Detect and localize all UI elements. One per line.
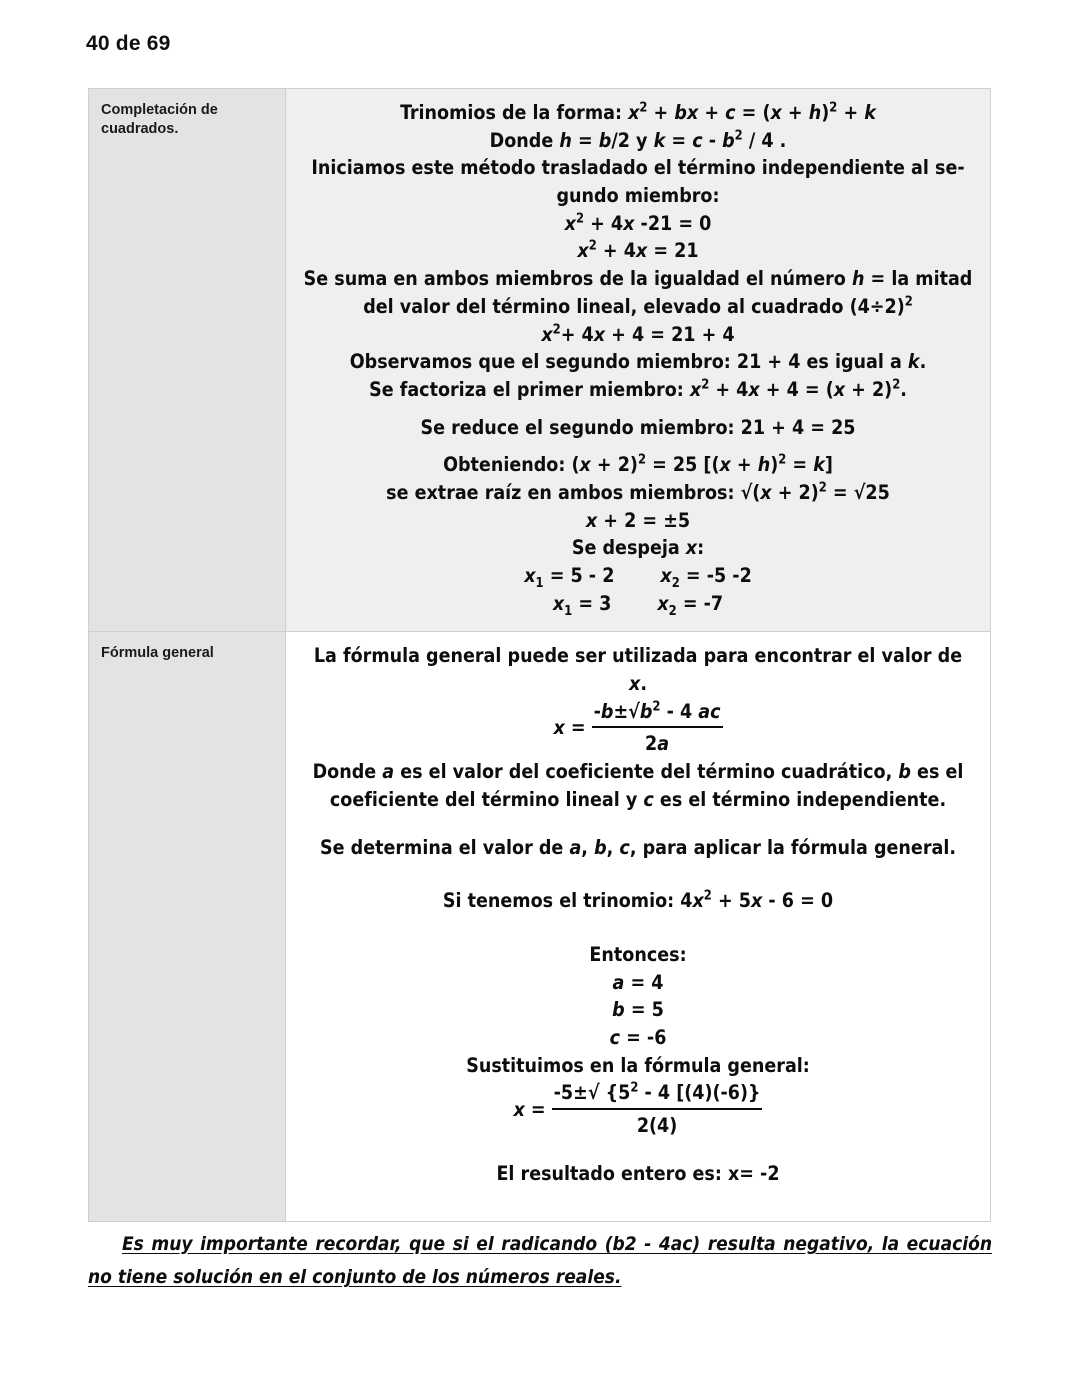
spacer (302, 441, 974, 451)
fraction-numerator: $-b\pm√b^2 - 4$ ac (592, 698, 723, 729)
line-observamos: Observamos que el segundo miembro: 21 + 4 es igual a k. (349, 350, 927, 374)
row-content-completacion (286, 89, 991, 632)
line-formula-intro: La fórmula general puede ser utilizada para encontrar el valor de x. (313, 644, 963, 696)
line-obteniendo: Obteniendo: $(x + 2)^2 = 25$ $[(x + h)^2 = k]$ (443, 452, 833, 477)
line-donde-a-b-2: coeficiente del término lineal y c es el término independiente. (329, 787, 947, 811)
line-donde-h-k: Donde h = b/2 y $k = c - b^2 / 4$ . (489, 128, 787, 152)
line-iniciamos-1: Iniciamos este método trasladado el término independiente al se- (311, 156, 965, 180)
spacer (302, 1187, 974, 1207)
line-resultado: El resultado entero es: x= -2 (496, 1161, 780, 1185)
equation-4: x + 2 = ±5 (585, 508, 691, 532)
methods-table (88, 88, 991, 1222)
equation-1: $x^2 + 4x$ -21 = 0 (564, 211, 712, 235)
fraction-numerator: -5±√ {$5^2 - 4$ [(4)(-6)} (552, 1079, 763, 1110)
line-trinomio-forma: Trinomios de la forma: $x^2$ + bx + $c = (x + h)^2 + k$ (400, 100, 876, 124)
fraction-denominator: 2a (645, 732, 670, 756)
row-label-formula-general: Fórmula general (89, 632, 286, 1222)
line-se-suma-1: Se suma en ambos miembros de la igualdad el número h = la mitad (303, 267, 973, 291)
spacer (302, 915, 974, 941)
formula-general-content (302, 642, 974, 1207)
roots-line-1: $x_1 = 5 - 2$ $x_2 = -5$ -2 (524, 564, 752, 591)
line-iniciamos-2: gundo miembro: (556, 184, 720, 208)
line-se-reduce: Se reduce el segundo miembro: 21 + 4 = 25 (420, 415, 856, 439)
spacer (302, 404, 974, 414)
formula-lhs: x = (553, 716, 586, 740)
spacer (302, 861, 974, 887)
line-se-despeja: Se despeja x: (571, 536, 705, 560)
line-extrae-raiz: se extrae raíz en ambos miembros: $√(x + 2)^2 = √25$ (386, 480, 890, 504)
value-b: b = 5 (612, 998, 664, 1022)
substituted-formula (302, 1079, 974, 1139)
line-si-tenemos: Si tenemos el trinomio: $4x^2 + 5x - 6 = 0$ (442, 888, 834, 913)
row-content-formula-general (286, 632, 991, 1222)
line-donde-a-b-1: Donde a es el valor del coeficiente del término cuadrático, b es el (312, 760, 964, 784)
page-number: 40 de 69 (86, 32, 171, 55)
quadratic-formula (302, 698, 974, 758)
formula-fraction (592, 698, 723, 758)
line-se-suma-2: del valor del término lineal, elevado al cuadrado $(4\div 2)^2$ (363, 294, 913, 318)
table-row (89, 89, 991, 632)
completacion-content (302, 99, 974, 617)
row-label-completacion: Completación de cuadrados. (89, 89, 286, 632)
value-a: a = 4 (612, 970, 664, 994)
value-c: c = -6 (609, 1025, 667, 1049)
fraction-denominator: 2(4) (636, 1114, 678, 1137)
roots-line-2: $x_1 = 3$ $x_2 = -7$ (552, 591, 724, 619)
line-entonces: Entonces: (589, 942, 687, 966)
substituted-fraction (552, 1079, 763, 1139)
spacer (302, 1140, 974, 1160)
equation-2: $x^2 + 4x = 21$ (577, 238, 699, 263)
equation-3: $x^2+ 4x + 4 = 21 + 4$ (541, 322, 735, 346)
line-se-determina: Se determina el valor de a, b, c, para aplicar la fórmula general. (320, 835, 956, 859)
spacer (302, 814, 974, 834)
line-sustituimos: Sustituimos en la fórmula general: (466, 1053, 810, 1077)
footnote-warning: Es muy importante recordar, que si el radicando (b2 - 4ac) resulta negativo, la ecuación no tiene solución en el conjunto de los números reales. (88, 1233, 992, 1289)
line-se-factoriza: Se factoriza el primer miembro: $x^2 + 4x + 4 = (x + 2)^2$. (369, 377, 907, 401)
table-row (89, 632, 991, 1222)
substituted-lhs: x = (513, 1097, 546, 1121)
